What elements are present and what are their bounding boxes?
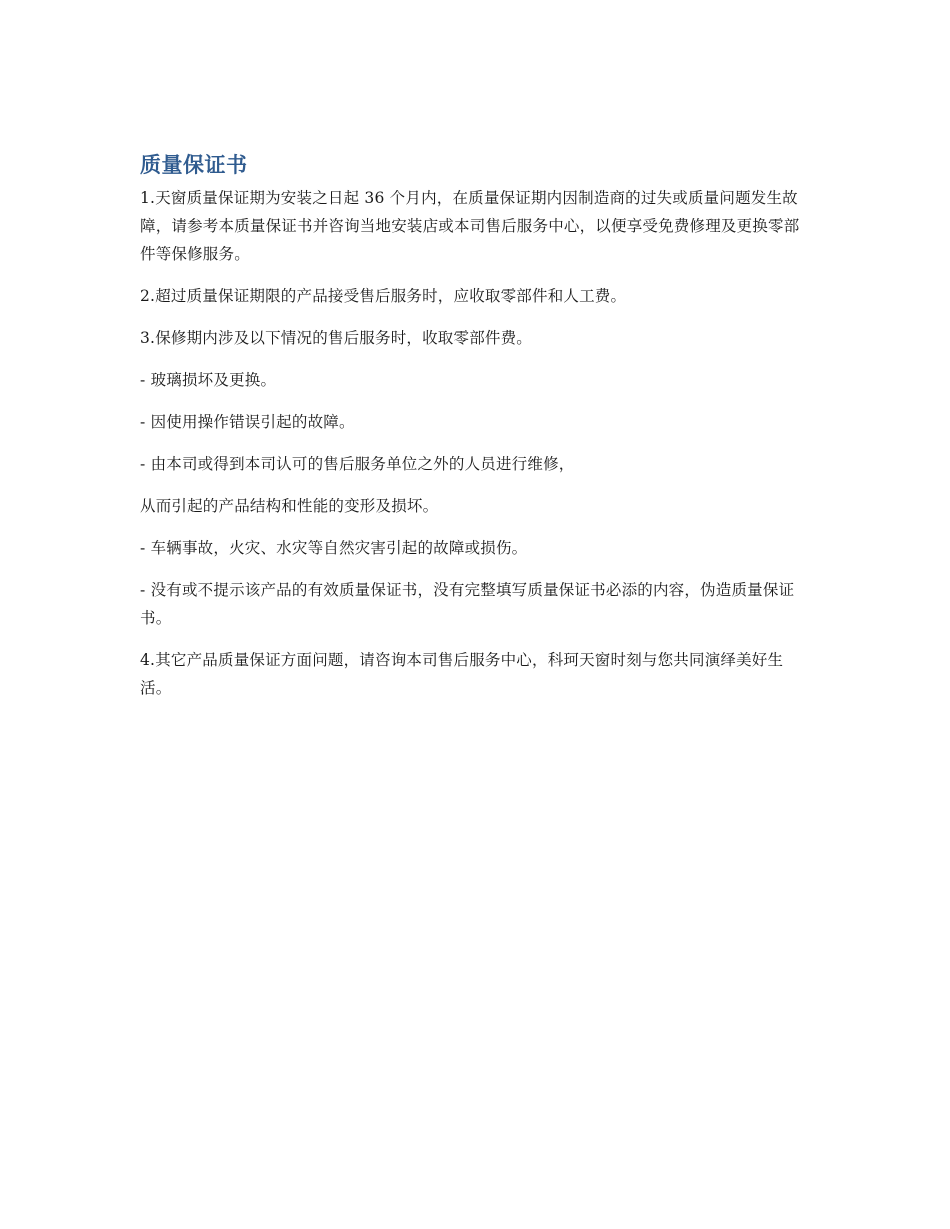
list-item-unauthorized-repair-cont: 从而引起的产品结构和性能的变形及损坏。: [140, 497, 439, 515]
paragraph-other-issues: 4.其它产品质量保证方面问题，请咨询本司售后服务中心，科珂天窗时刻与您共同演绎美好生活。: [140, 651, 784, 697]
list-item-operation-error: - 因使用操作错误引起的故障。: [140, 413, 355, 431]
list-item-invalid-certificate: - 没有或不提示该产品的有效质量保证书，没有完整填写质量保证书必添的内容，伪造质量保证书。: [140, 581, 795, 627]
document-page: [140, 150, 810, 716]
paragraph-expired-warranty: 2.超过质量保证期限的产品接受售后服务时，应收取零部件和人工费。: [140, 287, 627, 305]
list-item-accident-disaster: - 车辆事故，火灾、水灾等自然灾害引起的故障或损伤。: [140, 539, 528, 557]
paragraph-parts-fee-cases: 3.保修期内涉及以下情况的售后服务时，收取零部件费。: [140, 329, 532, 347]
list-item-glass-damage: - 玻璃损坏及更换。: [140, 371, 277, 389]
list-item-unauthorized-repair: - 由本司或得到本司认可的售后服务单位之外的人员进行维修，: [140, 455, 575, 473]
paragraph-warranty-period: 1.天窗质量保证期为安装之日起 36 个月内，在质量保证期内因制造商的过失或质量问题发生故障，请参考本质量保证书并咨询当地安装店或本司售后服务中心，以便享受免费修理及更换零部件等保修服务。: [140, 189, 800, 263]
document-title: 质量保证书: [140, 153, 248, 177]
